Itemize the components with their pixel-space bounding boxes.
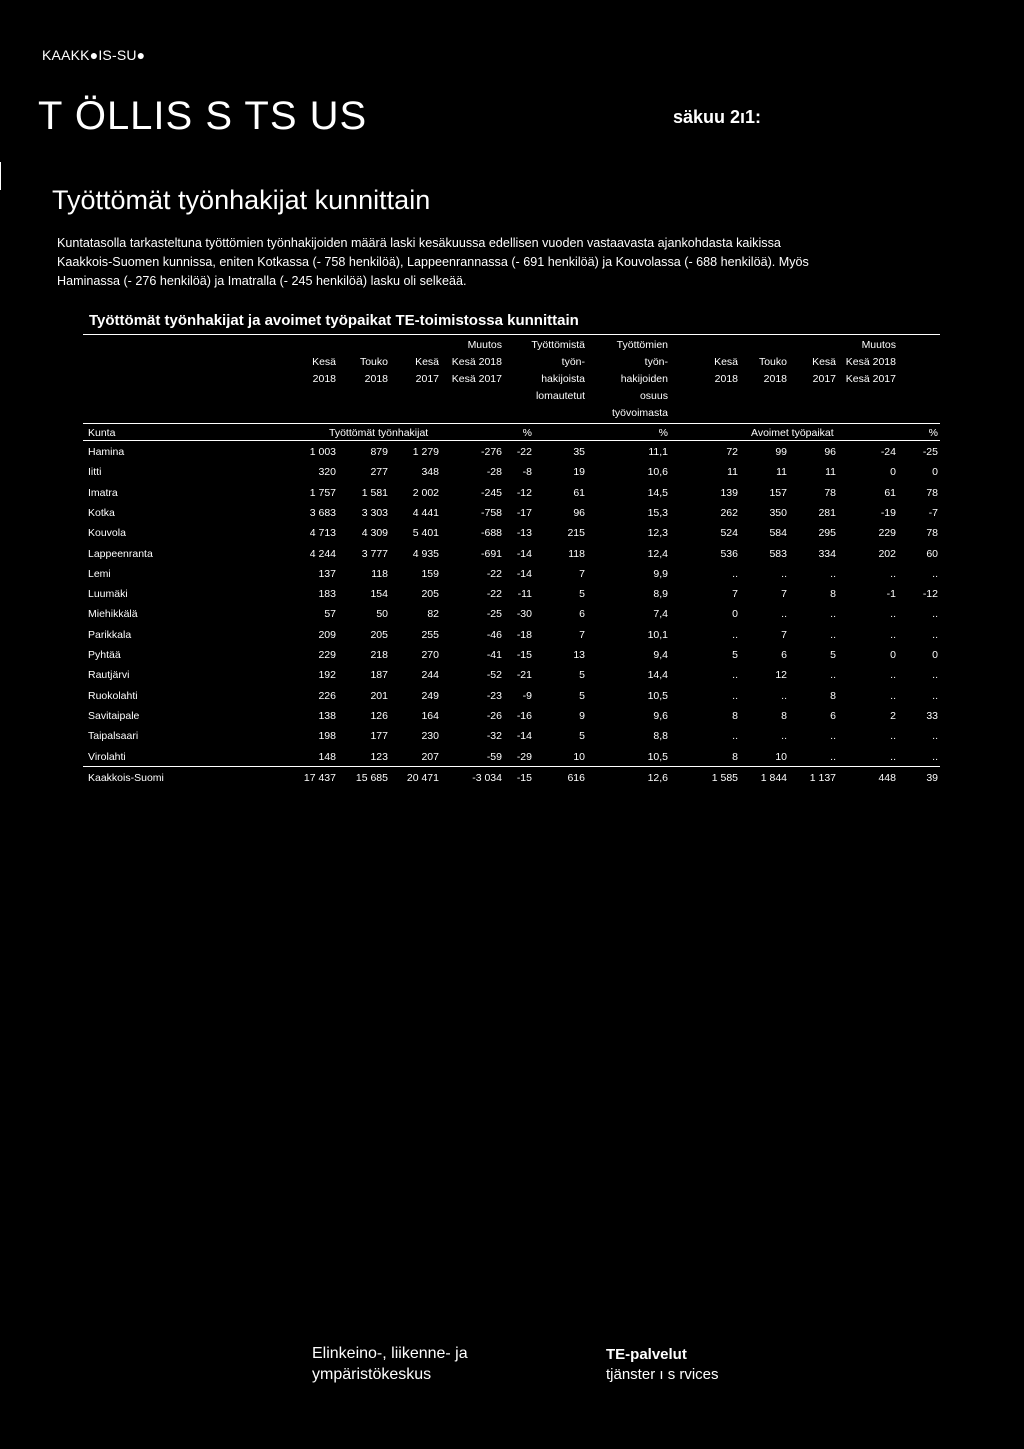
table-cell: -25: [922, 446, 938, 458]
table-cell: ..: [932, 629, 938, 641]
column-header: Kesä 2017: [845, 373, 896, 385]
table-cell: 11: [825, 466, 836, 478]
table-cell: ..: [732, 629, 738, 641]
table-cell: -26: [486, 710, 502, 722]
table-cell: -14: [516, 548, 532, 560]
table-cell: 320: [318, 466, 336, 478]
table-cell: 10: [775, 751, 787, 763]
column-header: 2017: [415, 373, 439, 385]
table-title: Työttömät työnhakijat ja avoimet työpaikat TE-toimistossa kunnittain: [89, 312, 579, 329]
total-cell: 39: [926, 772, 938, 784]
municipality-name: Hamina: [88, 446, 125, 458]
municipality-name: Lappeenranta: [88, 548, 153, 560]
table-cell: 5: [579, 588, 585, 600]
region-label: KAAKK●IS-SU●: [42, 47, 146, 63]
table-cell: ..: [890, 690, 896, 702]
table-cell: 11: [776, 466, 787, 478]
total-label: Kaakkois-Suomi: [88, 772, 164, 784]
table-cell: 50: [376, 608, 388, 620]
unit-rule: [83, 440, 940, 441]
column-header: Kesä: [714, 356, 738, 368]
table-cell: -22: [486, 568, 502, 580]
table-cell: -28: [486, 466, 502, 478]
table-cell: ..: [890, 751, 896, 763]
column-header: Kesä 2018: [845, 356, 896, 368]
table-cell: 7: [579, 629, 585, 641]
table-cell: -22: [486, 588, 502, 600]
table-cell: 14,4: [647, 669, 668, 681]
table-cell: ..: [732, 690, 738, 702]
table-cell: 96: [573, 507, 585, 519]
table-cell: ..: [781, 690, 787, 702]
te-logo-line2: tjänster ı s rvices: [606, 1366, 719, 1383]
column-header: hakijoista: [541, 373, 585, 385]
municipality-name: Ruokolahti: [88, 690, 138, 702]
column-header: 2018: [714, 373, 738, 385]
table-cell: 5: [579, 730, 585, 742]
table-cell: 159: [421, 568, 439, 580]
table-cell: 1 003: [309, 446, 336, 458]
table-cell: 244: [421, 669, 439, 681]
te-logo-text: [606, 1345, 719, 1385]
table-cell: 209: [318, 629, 336, 641]
table-cell: -12: [922, 588, 938, 600]
column-header: hakijoiden: [620, 373, 668, 385]
table-cell: -52: [486, 669, 502, 681]
municipality-name: Kotka: [88, 507, 115, 519]
municipality-name: Pyhtää: [88, 649, 121, 661]
table-cell: -276: [480, 446, 502, 458]
column-header: Työttömistä: [531, 339, 585, 351]
table-cell: -30: [516, 608, 532, 620]
table-cell: 7: [732, 588, 738, 600]
table-cell: 524: [720, 527, 738, 539]
table-cell: -21: [516, 669, 532, 681]
table-cell: ..: [890, 568, 896, 580]
municipality-name: Imatra: [88, 487, 118, 499]
table-cell: 1 279: [412, 446, 439, 458]
table-cell: 1 581: [361, 487, 388, 499]
table-cell: ..: [890, 629, 896, 641]
table-cell: 15,3: [647, 507, 668, 519]
table-cell: 9,9: [653, 568, 668, 580]
total-rule: [83, 766, 940, 767]
table-cell: 536: [720, 548, 738, 560]
table-cell: 0: [890, 466, 896, 478]
column-header: Muutos: [467, 339, 502, 351]
column-header: 2018: [312, 373, 336, 385]
municipality-name: Lemi: [88, 568, 111, 580]
table-cell: 12,4: [647, 548, 668, 560]
table-cell: 157: [769, 487, 787, 499]
table-cell: 2: [890, 710, 896, 722]
table-cell: -245: [480, 487, 502, 499]
municipality-name: Savitaipale: [88, 710, 140, 722]
table-cell: 78: [926, 487, 938, 499]
table-cell: 281: [818, 507, 836, 519]
table-cell: 201: [370, 690, 388, 702]
table-top-rule: [83, 334, 940, 335]
table-cell: ..: [732, 730, 738, 742]
table-cell: 139: [720, 487, 738, 499]
table-cell: 154: [370, 588, 388, 600]
table-cell: 78: [926, 527, 938, 539]
table-cell: 96: [824, 446, 836, 458]
unit-group-unemployed: Työttömät työnhakijat: [329, 427, 429, 439]
table-cell: 348: [421, 466, 439, 478]
table-cell: 0: [932, 649, 938, 661]
total-cell: 12,6: [647, 772, 668, 784]
table-cell: 205: [370, 629, 388, 641]
table-cell: 1 757: [309, 487, 336, 499]
table-cell: 5: [579, 669, 585, 681]
municipality-name: Luumäki: [88, 588, 128, 600]
column-header: Muutos: [861, 339, 896, 351]
column-header: työvoimasta: [611, 407, 668, 419]
table-cell: ..: [830, 608, 836, 620]
unit-group-vacancies: Avoimet työpaikat: [751, 427, 834, 439]
table-cell: 7,4: [653, 608, 668, 620]
table-cell: 3 303: [361, 507, 388, 519]
table-cell: ..: [830, 669, 836, 681]
table-cell: 262: [720, 507, 738, 519]
table-cell: 14,5: [647, 487, 668, 499]
table-cell: 8,8: [653, 730, 668, 742]
table-cell: 12: [775, 669, 787, 681]
table-cell: -9: [522, 690, 532, 702]
unit-pct: %: [522, 427, 532, 439]
table-cell: 138: [318, 710, 336, 722]
table-cell: 10,5: [647, 751, 668, 763]
table-cell: -1: [886, 588, 896, 600]
table-cell: -25: [486, 608, 502, 620]
table-cell: 270: [421, 649, 439, 661]
table-cell: ..: [932, 568, 938, 580]
table-cell: 11: [727, 466, 738, 478]
unit-kunta: Kunta: [88, 427, 116, 439]
column-header: Työttömien: [616, 339, 668, 351]
table-cell: 4 309: [361, 527, 388, 539]
table-cell: ..: [932, 730, 938, 742]
table-cell: 82: [427, 608, 439, 620]
section-heading: Työttömät työnhakijat kunnittain: [52, 185, 431, 215]
table-cell: -758: [480, 507, 502, 519]
table-cell: ..: [932, 669, 938, 681]
table-cell: 255: [421, 629, 439, 641]
margin-marker: [0, 162, 1, 190]
column-header: työn-: [644, 356, 668, 368]
column-header: 2018: [763, 373, 787, 385]
table-cell: -24: [880, 446, 896, 458]
table-cell: ..: [781, 568, 787, 580]
table-cell: 164: [421, 710, 439, 722]
ely-logo-line1: Elinkeino-, liikenne- ja: [312, 1345, 468, 1362]
total-cell: 1 585: [711, 772, 738, 784]
table-cell: 5: [732, 649, 738, 661]
intro-paragraph: Kuntatasolla tarkasteltuna työttömien työnhakijoiden määrä laski kesäkuussa edellisen vuoden vastaavasta ajankohdasta kaikissa Kaakkois-Suomen kunnissa, eniten Kotkassa (- 758 henkilöä), Lappeenrannassa (- 691 henkilöä) ja Kouvolassa (- 688 henkilöä). Myös Haminassa (- 276 henkilöä) ja Imatralla (- 245 henkilöä) lasku oli selkeää.: [57, 236, 809, 288]
total-cell: 1 137: [809, 772, 836, 784]
table-cell: ..: [830, 629, 836, 641]
municipality-name: Taipalsaari: [88, 730, 139, 742]
total-cell: 1 844: [760, 772, 787, 784]
table-cell: 11,1: [648, 446, 668, 458]
total-cell: 616: [567, 772, 585, 784]
table-cell: 61: [884, 487, 896, 499]
table-cell: 10: [573, 751, 585, 763]
table-cell: ..: [830, 568, 836, 580]
table-cell: 277: [370, 466, 388, 478]
total-cell: 15 685: [355, 772, 388, 784]
table-cell: ..: [732, 568, 738, 580]
table-cell: ..: [890, 608, 896, 620]
table-cell: 183: [318, 588, 336, 600]
total-cell: 17 437: [303, 772, 336, 784]
table-cell: ..: [932, 608, 938, 620]
table-cell: -29: [516, 751, 532, 763]
column-header: Kesä 2018: [451, 356, 502, 368]
table-cell: 6: [830, 710, 836, 722]
table-cell: -11: [517, 588, 532, 600]
municipality-name: Parikkala: [88, 629, 132, 641]
column-header: osuus: [639, 390, 668, 402]
table-cell: 8: [732, 751, 738, 763]
table-cell: 202: [878, 548, 896, 560]
table-cell: 8,9: [653, 588, 668, 600]
municipality-name: Rautjärvi: [88, 669, 130, 681]
table-cell: 4 713: [309, 527, 336, 539]
table-cell: 215: [567, 527, 585, 539]
table-cell: ..: [830, 751, 836, 763]
table-cell: 12,3: [647, 527, 668, 539]
table-cell: -17: [516, 507, 532, 519]
table-cell: 5: [579, 690, 585, 702]
te-logo-brand: TE-palvelut: [606, 1346, 687, 1363]
publication-title: T ÖLLIS S TS US: [38, 94, 368, 138]
table-cell: 60: [926, 548, 938, 560]
table-cell: 0: [890, 649, 896, 661]
table-cell: -15: [516, 649, 532, 661]
issue-date: säkuu 2ı1:: [673, 107, 762, 127]
table-cell: 177: [370, 730, 388, 742]
table-cell: ..: [932, 751, 938, 763]
column-header: lomautetut: [535, 390, 585, 402]
unit-pct: %: [658, 427, 668, 439]
table-cell: ..: [890, 669, 896, 681]
municipality-name: Miehikkälä: [88, 608, 138, 620]
table-cell: 207: [421, 751, 439, 763]
table-cell: 33: [926, 710, 938, 722]
table-cell: 57: [324, 608, 336, 620]
table-cell: 218: [370, 649, 388, 661]
table-cell: 249: [421, 690, 439, 702]
table-cell: 0: [932, 466, 938, 478]
table-cell: -18: [516, 629, 532, 641]
table-cell: 584: [769, 527, 787, 539]
ely-logo-text: [312, 1343, 468, 1385]
table-cell: 350: [769, 507, 787, 519]
table-cell: 137: [318, 568, 336, 580]
table-cell: 5: [830, 649, 836, 661]
column-header: 2017: [812, 373, 836, 385]
column-header: Kesä: [312, 356, 336, 368]
table-cell: 229: [878, 527, 896, 539]
column-header: Kesä: [812, 356, 836, 368]
table-cell: 35: [573, 446, 585, 458]
table-cell: 61: [573, 487, 585, 499]
table-cell: 6: [579, 608, 585, 620]
unit-pct: %: [928, 427, 938, 439]
table-cell: 10,1: [647, 629, 668, 641]
table-cell: 72: [726, 446, 738, 458]
column-header: Kesä 2017: [451, 373, 502, 385]
table-cell: 8: [830, 690, 836, 702]
table-cell: ..: [932, 690, 938, 702]
table-cell: 13: [573, 649, 585, 661]
table-cell: -691: [480, 548, 502, 560]
municipality-name: Virolahti: [88, 751, 126, 763]
table-cell: -22: [516, 446, 532, 458]
table-cell: 19: [573, 466, 585, 478]
table-cell: -19: [880, 507, 896, 519]
table-cell: -13: [516, 527, 532, 539]
table-cell: 118: [371, 568, 388, 580]
table-cell: ..: [890, 730, 896, 742]
total-cell: 20 471: [406, 772, 439, 784]
table-cell: ..: [732, 669, 738, 681]
table-cell: 10,5: [647, 690, 668, 702]
column-header: Kesä: [415, 356, 439, 368]
table-cell: 9,6: [653, 710, 668, 722]
table-cell: 295: [818, 527, 836, 539]
table-cell: 9,4: [653, 649, 668, 661]
table-cell: -23: [486, 690, 502, 702]
table-cell: 126: [370, 710, 388, 722]
total-cell: -15: [516, 772, 532, 784]
table-cell: -14: [516, 730, 532, 742]
column-header: Touko: [758, 356, 787, 368]
table-cell: 230: [421, 730, 439, 742]
column-header: työn-: [561, 356, 585, 368]
table-cell: 118: [568, 548, 585, 560]
municipality-name: Kouvola: [88, 527, 126, 539]
table-cell: 8: [781, 710, 787, 722]
table-cell: 198: [318, 730, 336, 742]
table-cell: 226: [318, 690, 336, 702]
table-cell: -41: [486, 649, 502, 661]
total-cell: 448: [878, 772, 896, 784]
municipality-name: Iitti: [88, 466, 102, 478]
header-rule: [83, 423, 940, 424]
table-cell: 3 777: [361, 548, 388, 560]
table-cell: 229: [318, 649, 336, 661]
table-cell: 9: [579, 710, 585, 722]
table-cell: 3 683: [309, 507, 336, 519]
table-cell: 8: [732, 710, 738, 722]
table-cell: -12: [516, 487, 532, 499]
table-cell: 583: [769, 548, 787, 560]
table-cell: ..: [830, 730, 836, 742]
table-cell: 7: [781, 588, 787, 600]
table-cell: -688: [480, 527, 502, 539]
table-cell: 2 002: [412, 487, 439, 499]
column-header: 2018: [364, 373, 388, 385]
table-cell: 4 935: [412, 548, 439, 560]
table-cell: 334: [818, 548, 836, 560]
column-header: Touko: [359, 356, 388, 368]
table-cell: 187: [370, 669, 388, 681]
table-cell: 0: [732, 608, 738, 620]
table-cell: ..: [781, 608, 787, 620]
table-cell: -46: [486, 629, 502, 641]
table-cell: 123: [370, 751, 388, 763]
table-cell: -8: [522, 466, 532, 478]
table-cell: 148: [318, 751, 336, 763]
table-cell: -14: [516, 568, 532, 580]
table-cell: -32: [486, 730, 502, 742]
table-cell: 78: [824, 487, 836, 499]
table-cell: -59: [486, 751, 502, 763]
table-cell: 99: [775, 446, 787, 458]
table-cell: 7: [579, 568, 585, 580]
table-cell: -16: [516, 710, 532, 722]
table-cell: 205: [421, 588, 439, 600]
table-cell: 879: [370, 446, 388, 458]
ely-logo-line2: ympäristökeskus: [312, 1366, 432, 1383]
table-cell: -7: [928, 507, 938, 519]
table-cell: 8: [830, 588, 836, 600]
table-cell: 10,6: [647, 466, 668, 478]
table-cell: 4 441: [412, 507, 439, 519]
table-cell: 192: [318, 669, 336, 681]
table-cell: 6: [781, 649, 787, 661]
table-cell: ..: [781, 730, 787, 742]
total-cell: -3 034: [472, 772, 502, 784]
table-cell: 4 244: [309, 548, 336, 560]
table-cell: 7: [781, 629, 787, 641]
table-cell: 5 401: [412, 527, 439, 539]
